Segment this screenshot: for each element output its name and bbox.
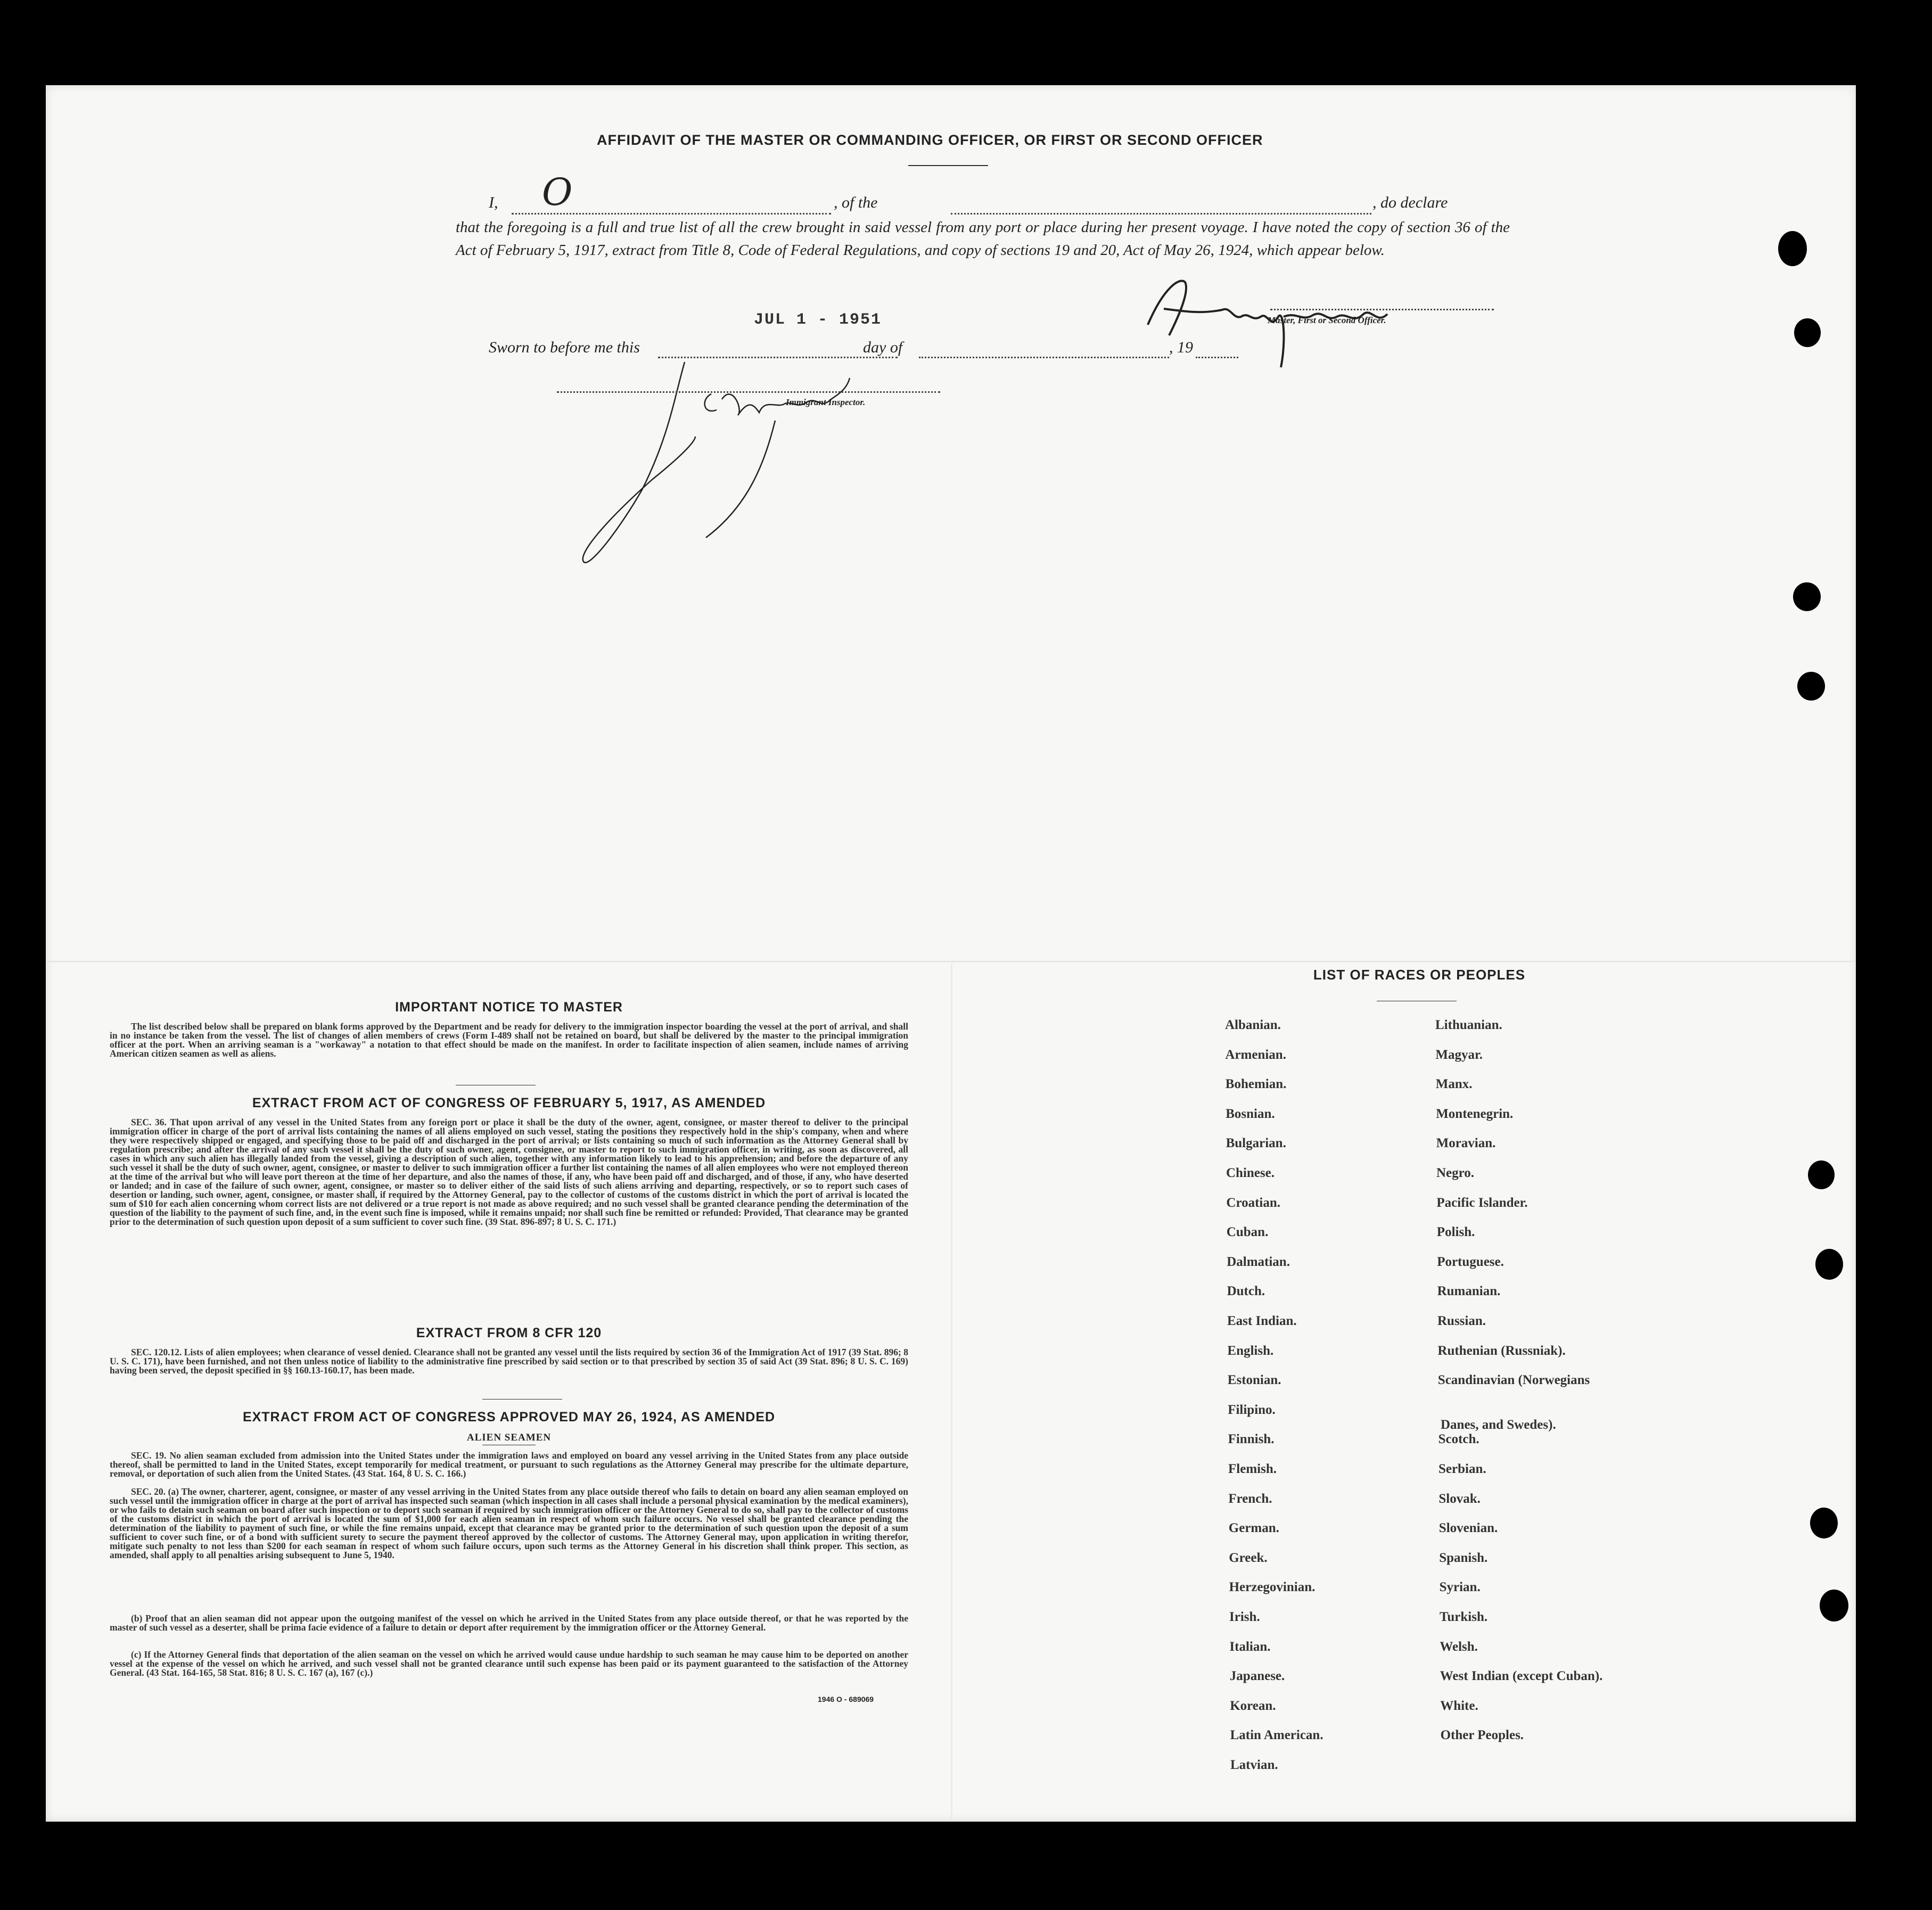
race-item: Irish.	[1229, 1610, 1260, 1624]
race-item: Latvian.	[1230, 1758, 1278, 1772]
race-item: Syrian.	[1439, 1580, 1481, 1595]
extract-cfr-text: SEC. 120.12. Lists of alien employees; when clearance of vessel denied. Clearance shall not be granted any vessel until the lists required by section 36 of the Immigration Act of 1917 (39 Stat. 896; 8 U. S. C. 171), have been furnished, and not then unless notice of liability to the administrative fine prescribed by said section or to that prescribed by section 35 of said Act (39 Stat. 896; 8 U. S. C. 169) having been served, the deposit specified in §§ 160.13-160.17, has been made.	[110, 1347, 908, 1376]
race-item: Moravian.	[1436, 1136, 1496, 1151]
race-item: Dutch.	[1227, 1284, 1265, 1299]
race-item: Russian.	[1437, 1314, 1486, 1328]
race-item: Rumanian.	[1437, 1284, 1501, 1299]
inspector-label: Immigrant Inspector.	[786, 397, 866, 407]
race-item: Korean.	[1230, 1698, 1276, 1713]
race-item: Herzegovinian.	[1229, 1580, 1316, 1595]
master-sign-line	[1270, 309, 1494, 310]
race-item: West Indian (except Cuban).	[1440, 1669, 1603, 1684]
race-item: Other Peoples.	[1440, 1728, 1524, 1743]
race-item: English.	[1227, 1343, 1274, 1358]
race-item: Slovak.	[1438, 1491, 1481, 1506]
year-line	[1196, 357, 1238, 358]
extract-1924-p2: SEC. 20. (a) The owner, charterer, agent, consignee, or master of any vessel arriving in the United States from any place outside thereof who fails to detain on board any alien seaman employed on such vessel until the immigration officer in charge at the port of arrival has inspected such seaman (which inspection in all cases shall include a personal physical examination by the medical examiners), or who fails to detain such seaman on board after such inspection or to deport such seaman if required by such immigration officer or the Attorney General to do so, shall pay to the collector of customs of the customs district in which the port of arrival is located the sum of $1,000 for each alien seaman in respect of whom such failure occurs. No vessel shall be granted clearance pending the determination of the liability to payment of such fine, or while the fine remains unpaid, except that clearance may be granted prior to the determination of such question upon the deposit of a sum sufficient to cover such fine, or of a bond with sufficient surety to secure the payment thereof approved by the collector of customs. The Attorney General may, upon application in writing therefor, mitigate such penalty to not less than $200 for each seaman in respect of whom such failure occurs, upon such terms as the Attorney General in his discretion shall think proper. This section, as amended, shall apply to all penalties arising subsequent to June 5, 1940.	[110, 1486, 908, 1560]
vessel-line	[951, 213, 1371, 215]
race-item: East Indian.	[1227, 1314, 1297, 1328]
race-item: Dalmatian.	[1227, 1254, 1290, 1269]
fold-line-horizontal	[46, 961, 1856, 962]
affidavit-title: AFFIDAVIT OF THE MASTER OR COMMANDING OFFICER, OR FIRST OR SECOND OFFICER	[597, 132, 1263, 148]
master-label: Master, First or Second Officer.	[1268, 315, 1386, 325]
race-item: Bulgarian.	[1226, 1136, 1286, 1151]
race-item: German.	[1228, 1521, 1279, 1536]
punch-hole	[1810, 1508, 1838, 1538]
print-code: 1946 O - 689069	[818, 1695, 874, 1703]
title-rule	[908, 165, 988, 166]
race-item: Slovenian.	[1438, 1521, 1498, 1536]
extract-1924-p3: (b) Proof that an alien seaman did not appear upon the outgoing manifest of the vessel on which he arrived in the United States from any place outside thereof, or that he was reported by the master of such vessel as a deserter, shall be prima facie evidence of a failure to detain or deport after requirement by the immigration officer or the Attorney General.	[110, 1613, 908, 1633]
punch-hole	[1793, 582, 1821, 611]
handwritten-name: O	[542, 170, 573, 214]
race-item: Flemish.	[1228, 1462, 1277, 1476]
document-sheet	[46, 85, 1856, 1822]
race-item: Estonian.	[1227, 1373, 1281, 1388]
race-item: Ruthenian (Russniak).	[1437, 1343, 1566, 1358]
race-item: Montenegrin.	[1436, 1106, 1514, 1121]
race-item: Croatian.	[1226, 1195, 1281, 1210]
race-item: Scandinavian (Norwegians	[1437, 1373, 1590, 1388]
name-line	[512, 213, 831, 215]
race-item: Manx.	[1435, 1077, 1473, 1092]
year-label: , 19	[1169, 339, 1193, 356]
punch-hole	[1808, 1160, 1835, 1189]
race-item: Pacific Islander.	[1436, 1195, 1528, 1210]
punch-hole	[1815, 1249, 1843, 1280]
inspector-signature	[541, 346, 882, 580]
race-item: Armenian.	[1225, 1047, 1286, 1062]
race-item: Filipino.	[1228, 1402, 1276, 1417]
race-item: Italian.	[1229, 1639, 1271, 1654]
punch-hole	[1778, 231, 1807, 266]
affidavit-body: that the foregoing is a full and true list of all the crew brought in said vessel from any port or place during her present voyage. I have noted the copy of section 36 of the Act of February 5, 1917, extract from Title 8, Code of Federal Regulations, and copy of sections 19 and 20, Act of May 26, 1924, which appear below.	[456, 219, 1510, 259]
race-item: Polish.	[1436, 1225, 1475, 1240]
race-item: Bosnian.	[1226, 1106, 1275, 1121]
race-item: Cuban.	[1226, 1225, 1269, 1240]
race-item: Chinese.	[1226, 1166, 1275, 1180]
race-item: Spanish.	[1439, 1550, 1488, 1565]
declare-label: , do declare	[1372, 194, 1448, 211]
extract-1917-title: EXTRACT FROM ACT OF CONGRESS OF FEBRUARY 5, 1917, AS AMENDED	[252, 1096, 766, 1110]
race-item: Albanian.	[1225, 1018, 1281, 1032]
race-item: Welsh.	[1440, 1639, 1478, 1654]
races-title: LIST OF RACES OR PEOPLES	[1313, 967, 1526, 983]
race-item: French.	[1228, 1491, 1272, 1506]
extract-1924-title: EXTRACT FROM ACT OF CONGRESS APPROVED MAY 26, 1924, AS AMENDED	[242, 1410, 776, 1425]
race-item: Finnish.	[1228, 1432, 1275, 1447]
extract-cfr-title: EXTRACT FROM 8 CFR 120	[416, 1326, 602, 1340]
day-of-label: day of	[863, 339, 903, 356]
sworn-month-line	[919, 357, 1169, 358]
punch-hole	[1794, 318, 1821, 347]
race-item: Danes, and Swedes).	[1441, 1417, 1556, 1432]
race-item: Scotch.	[1438, 1432, 1479, 1447]
notice-title: IMPORTANT NOTICE TO MASTER	[395, 1000, 623, 1015]
notice-text: The list described below shall be prepared on blank forms approved by the Department and be ready for delivery to the immigration inspector boarding the vessel at the port of arrival, and shall in no instance be taken from the vessel. The list of changes of alien members of crews (Form I-489 shall not be retained on board, but shall be delivered by the master to the principal immigration officer at the port. When an arriving seaman is a "workaway" a notation to that effect should be made on the manifest. In order to facilitate inspection of alien seamen, include names of arriving American citizen seamen as well as aliens.	[110, 1021, 908, 1059]
race-item: Turkish.	[1440, 1610, 1488, 1624]
extract-1924-p1: SEC. 19. No alien seaman excluded from admission into the United States under the immigration laws and employed on board any vessel arriving in the United States from any place outside thereof, shall be permitted to land in the United States, except temporarily for medical treatment, or pursuant to such regulations as the Attorney General may prescribe for the ultimate departure, removal, or deportation of such alien from the United States. (43 Stat. 164, 8 U. S. C. 166.)	[110, 1450, 908, 1479]
race-item: White.	[1440, 1698, 1478, 1713]
race-item: Lithuanian.	[1435, 1018, 1502, 1032]
affidavit-i: I,	[489, 194, 498, 211]
punch-hole	[1797, 672, 1825, 701]
race-item: Bohemian.	[1225, 1077, 1287, 1092]
inspector-sign-line	[557, 391, 940, 393]
race-item: Japanese.	[1229, 1669, 1285, 1684]
extract-1924-p4: (c) If the Attorney General finds that deportation of the alien seaman on the vessel on which he arrived would cause undue hardship to such seaman he may cause him to be deported on another vessel at the expense of the vessel on which he arrived, and such vessel shall not be granted clearance until such expense has been paid or its payment guaranteed to the satisfaction of the Attorney General. (43 Stat. 164-165, 58 Stat. 816; 8 U. S. C. 167 (a), 167 (c).)	[110, 1649, 908, 1678]
alien-seamen-subtitle: ALIEN SEAMEN	[466, 1432, 552, 1443]
race-item: Magyar.	[1435, 1047, 1483, 1062]
date-stamp: JUL 1 - 1951	[754, 311, 882, 329]
sworn-label: Sworn to before me this	[489, 339, 640, 356]
of-the-label: , of the	[834, 194, 878, 211]
race-item: Serbian.	[1438, 1462, 1486, 1476]
race-item: Negro.	[1436, 1166, 1475, 1180]
punch-hole	[1820, 1590, 1848, 1621]
race-item: Latin American.	[1230, 1728, 1323, 1743]
race-item: Greek.	[1229, 1550, 1268, 1565]
extract-1917-text: SEC. 36. That upon arrival of any vessel in the United States from any foreign port or place it shall be the duty of the owner, agent, consignee, or master thereof to deliver to the principal immigration officer in charge of the port of arrival lists containing the names of all aliens employed on such vessel, stating the positions they respectively hold in the ship's company, when and where they were respectively shipped or engaged, and specifying those to be paid off and discharged in the port of arrival; or lists containing so much of such information as the Attorney General shall by regulation prescribe; and after the arrival of any such vessel it shall be the duty of such owner, agent, consignee, or master to report to such immigration officer, in writing, as soon as discovered, all cases in which any such alien has illegally landed from the vessel, giving a description of such alien, together with any information likely to lead to his apprehension; and before the departure of any such vessel it shall be the duty of such owner, agent, consignee, or master to deliver to such immigration officer a further list containing the names of all alien employees who were not employed thereon at the time of the arrival but who will leave port thereon at the time of her departure, and also the names of those, if any, who have been paid off and discharged, and of those, if any, who have deserted or landed; and in case of the failure of such owner, agent, consignee, or master so to deliver either of the said lists of such aliens arriving and departing, respectively, or so to report such cases of desertion or landing, such owner, agent, consignee, or master shall, if required by the Attorney General, pay to the collector of customs of the customs district in which the port of arrival is located the sum of $10 for each alien concerning whom correct lists are not delivered or a true report is not made as above required; and no such vessel shall be granted clearance pending the determination of the question of the liability to the payment of such fine, and, in the event such fine is imposed, while it remains unpaid; nor shall such fine be remitted or refunded: Provided, That clearance may be granted prior to the determination of such question upon deposit of a sum sufficient to cover such fine. (39 Stat. 896-897; 8 U. S. C. 171.)	[110, 1117, 908, 1227]
race-item: Portuguese.	[1437, 1254, 1504, 1269]
fold-line-vertical	[951, 964, 952, 1822]
